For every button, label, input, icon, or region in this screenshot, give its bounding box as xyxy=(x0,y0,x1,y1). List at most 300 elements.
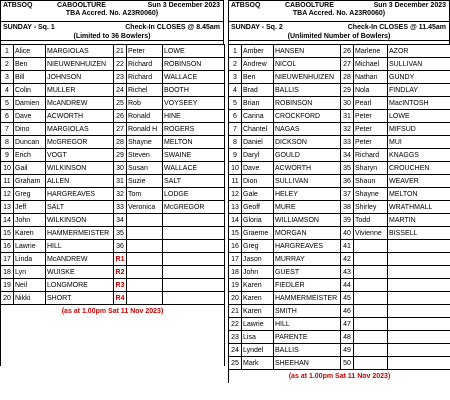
entry-number: 23 xyxy=(114,71,127,84)
entry-number: 18 xyxy=(1,266,14,279)
last-name xyxy=(163,227,225,240)
first-name xyxy=(354,344,388,357)
entry-number: 3 xyxy=(229,71,242,84)
first-name: Richel xyxy=(127,84,163,97)
first-name: Lawrie xyxy=(14,240,46,253)
first-name: Susan xyxy=(127,162,163,175)
entry-number: 30 xyxy=(114,162,127,175)
last-name: PARENTE xyxy=(274,331,341,344)
first-name: Karen xyxy=(242,305,274,318)
table-row xyxy=(1,279,225,292)
last-name: ROBINSON xyxy=(163,58,225,71)
entry-number: 11 xyxy=(1,175,14,188)
first-name: Tom xyxy=(127,188,163,201)
club-name: CABOOLTURE xyxy=(57,2,106,9)
first-name: Richard xyxy=(127,58,163,71)
first-name: Sharyn xyxy=(354,162,388,175)
first-name: Marlene xyxy=(354,45,388,58)
last-name: HELEY xyxy=(274,188,341,201)
last-name: MUI xyxy=(388,136,450,149)
entry-number: 50 xyxy=(341,357,354,370)
last-name: MURRAY xyxy=(274,253,341,266)
last-name: WUISKE xyxy=(46,266,114,279)
last-name: MARGIOLAS xyxy=(46,45,114,58)
first-name: Gail xyxy=(14,162,46,175)
last-name: GOULD xyxy=(274,149,341,162)
table-row xyxy=(229,123,450,136)
first-name: Shayne xyxy=(354,188,388,201)
first-name: Ben xyxy=(14,58,46,71)
entry-number: 33 xyxy=(341,136,354,149)
first-name: John xyxy=(14,214,46,227)
entry-number: R2 xyxy=(114,266,127,279)
accreditation: TBA Accred. No. A23R0060) xyxy=(0,9,224,18)
last-name: CROUCHEN xyxy=(388,162,450,175)
entry-number: 26 xyxy=(341,45,354,58)
first-name xyxy=(354,279,388,292)
last-name: HAMMERMEISTER xyxy=(46,227,114,240)
accreditation: TBA Accred. No. A23R0060) xyxy=(228,9,450,18)
org-name: ATBSOQ xyxy=(3,2,33,9)
org-name: ATBSOQ xyxy=(231,2,261,9)
squad-title: SUNDAY - Sq. 2 xyxy=(231,24,283,31)
table-row xyxy=(1,136,225,149)
last-name: WILLIAMSON xyxy=(274,214,341,227)
entry-number: 20 xyxy=(229,292,242,305)
last-name: MELTON xyxy=(388,188,450,201)
first-name: Gloria xyxy=(242,214,274,227)
last-name xyxy=(388,344,450,357)
table-row xyxy=(1,240,225,253)
checkin-time: Check-In CLOSES @ 11.45am xyxy=(347,24,446,31)
table-row xyxy=(229,240,450,253)
table-row xyxy=(229,71,450,84)
first-name xyxy=(127,253,163,266)
entry-number: 30 xyxy=(341,97,354,110)
last-name xyxy=(388,357,450,370)
last-name: McGREGOR xyxy=(163,201,225,214)
last-name: SALT xyxy=(46,201,114,214)
entry-number: 32 xyxy=(341,123,354,136)
entry-number: 27 xyxy=(114,123,127,136)
first-name: Suzie xyxy=(127,175,163,188)
as-at-note: (as at 1.00pm Sat 11 Nov 2023) xyxy=(1,305,225,318)
first-name: Dion xyxy=(242,175,274,188)
last-name: NAGAS xyxy=(274,123,341,136)
first-name: Karen xyxy=(14,227,46,240)
last-name xyxy=(388,266,450,279)
table-row xyxy=(1,175,225,188)
first-name xyxy=(127,240,163,253)
first-name: Colin xyxy=(14,84,46,97)
first-name: Andrew xyxy=(242,58,274,71)
first-name: Vivienne xyxy=(354,227,388,240)
first-name xyxy=(354,318,388,331)
first-name: Greg xyxy=(14,188,46,201)
last-name: JOHNSON xyxy=(46,71,114,84)
first-name: Ben xyxy=(242,71,274,84)
table-row xyxy=(1,266,225,279)
last-name xyxy=(388,292,450,305)
entry-number: 15 xyxy=(229,227,242,240)
last-name: VOGT xyxy=(46,149,114,162)
table-row xyxy=(1,253,225,266)
last-name: BOOTH xyxy=(163,84,225,97)
note-row xyxy=(229,370,450,383)
table-row xyxy=(229,175,450,188)
table-row xyxy=(229,266,450,279)
entry-number: 1 xyxy=(229,45,242,58)
last-name: SMITH xyxy=(274,305,341,318)
first-name: Michael xyxy=(354,58,388,71)
first-name: Damien xyxy=(14,97,46,110)
first-name: Brad xyxy=(242,84,274,97)
last-name xyxy=(163,292,225,305)
last-name: NICOL xyxy=(274,58,341,71)
entry-number: 4 xyxy=(229,84,242,97)
last-name: HANSEN xyxy=(274,45,341,58)
last-name: BALLIS xyxy=(274,84,341,97)
table-row xyxy=(1,162,225,175)
first-name xyxy=(354,331,388,344)
last-name: ROGERS xyxy=(163,123,225,136)
entry-number: 25 xyxy=(114,97,127,110)
entry-number: 21 xyxy=(229,305,242,318)
first-name: Lawrie xyxy=(242,318,274,331)
first-name: Veronica xyxy=(127,201,163,214)
last-name: SHEEHAN xyxy=(274,357,341,370)
last-name xyxy=(388,240,450,253)
bowler-limit: (Unlimited Number of Bowlers) xyxy=(228,32,450,41)
last-name: SULLIVAN xyxy=(388,58,450,71)
entry-number: 46 xyxy=(341,305,354,318)
last-name: MELTON xyxy=(163,136,225,149)
entry-number: 22 xyxy=(114,58,127,71)
first-name xyxy=(354,266,388,279)
first-name xyxy=(354,240,388,253)
entry-number: 14 xyxy=(229,214,242,227)
squad-2-sheet xyxy=(228,0,450,400)
first-name: Nola xyxy=(354,84,388,97)
first-name: Gale xyxy=(242,188,274,201)
first-name: Peter xyxy=(354,123,388,136)
entry-number: 8 xyxy=(1,136,14,149)
entry-number: 43 xyxy=(341,266,354,279)
entry-number: 39 xyxy=(341,214,354,227)
first-name: Dave xyxy=(14,110,46,123)
entry-number: 23 xyxy=(229,331,242,344)
entry-number: 36 xyxy=(114,240,127,253)
entry-number: 35 xyxy=(341,162,354,175)
entry-number: 31 xyxy=(114,175,127,188)
table-row xyxy=(229,253,450,266)
table-row xyxy=(1,123,225,136)
first-name xyxy=(127,266,163,279)
note-row xyxy=(1,305,225,318)
first-name: Lisa xyxy=(242,331,274,344)
squad-1-sheet xyxy=(0,0,224,400)
entry-number: 18 xyxy=(229,266,242,279)
first-name: John xyxy=(242,266,274,279)
table-row xyxy=(229,227,450,240)
entry-number: 36 xyxy=(341,175,354,188)
first-name xyxy=(127,292,163,305)
entry-number: 16 xyxy=(1,240,14,253)
club-name: CABOOLTURE xyxy=(285,2,334,9)
table-row xyxy=(229,305,450,318)
last-name: FINDLAY xyxy=(388,84,450,97)
first-name: Karen xyxy=(242,279,274,292)
entry-number: 1 xyxy=(1,45,14,58)
last-name: LOWE xyxy=(388,110,450,123)
last-name xyxy=(388,331,450,344)
sheet-header xyxy=(0,0,224,9)
entry-number: 33 xyxy=(114,201,127,214)
entry-number: 14 xyxy=(1,214,14,227)
last-name: SULLIVAN xyxy=(274,175,341,188)
table-row xyxy=(229,58,450,71)
entry-number: 10 xyxy=(229,162,242,175)
entry-number: 3 xyxy=(1,71,14,84)
last-name xyxy=(163,253,225,266)
last-name: MURE xyxy=(274,201,341,214)
as-at-note: (as at 1.00pm Sat 11 Nov 2023) xyxy=(229,370,450,383)
entry-number: 31 xyxy=(341,110,354,123)
first-name: Karen xyxy=(242,292,274,305)
event-date: Sun 3 December 2023 xyxy=(373,2,446,9)
last-name: MULLER xyxy=(46,84,114,97)
first-name: Brian xyxy=(242,97,274,110)
entry-number: 7 xyxy=(1,123,14,136)
last-name: HARGREAVES xyxy=(274,240,341,253)
last-name: WILKINSON xyxy=(46,162,114,175)
table-row xyxy=(229,318,450,331)
entry-number: 8 xyxy=(229,136,242,149)
last-name: MARGIOLAS xyxy=(46,123,114,136)
last-name: MacINTOSH xyxy=(388,97,450,110)
sheet-header xyxy=(228,0,450,9)
entry-number: 7 xyxy=(229,123,242,136)
entry-number: 29 xyxy=(114,149,127,162)
entry-number: 9 xyxy=(1,149,14,162)
last-name: WILKINSON xyxy=(46,214,114,227)
last-name: GUEST xyxy=(274,266,341,279)
table-row xyxy=(229,149,450,162)
table-row xyxy=(1,292,225,305)
last-name: BALLIS xyxy=(274,344,341,357)
entry-number: 13 xyxy=(1,201,14,214)
first-name: Graeme xyxy=(242,227,274,240)
entry-number: 42 xyxy=(341,253,354,266)
first-name: Dave xyxy=(242,162,274,175)
first-name xyxy=(127,227,163,240)
entry-number: 47 xyxy=(341,318,354,331)
last-name xyxy=(388,305,450,318)
first-name: Jeff xyxy=(14,201,46,214)
first-name xyxy=(354,305,388,318)
last-name: NIEUWENHUIZEN xyxy=(46,58,114,71)
entry-number: 49 xyxy=(341,344,354,357)
table-row xyxy=(229,110,450,123)
last-name: HARGREAVES xyxy=(46,188,114,201)
table-row xyxy=(1,214,225,227)
entry-number: 24 xyxy=(114,84,127,97)
last-name: LODGE xyxy=(163,188,225,201)
entry-number: 32 xyxy=(114,188,127,201)
last-name xyxy=(388,253,450,266)
last-name: HAMMERMEISTER xyxy=(274,292,341,305)
last-name: FIEDLER xyxy=(274,279,341,292)
last-name: AZOR xyxy=(388,45,450,58)
last-name xyxy=(163,240,225,253)
table-row xyxy=(1,227,225,240)
entry-number: 10 xyxy=(1,162,14,175)
bowler-table xyxy=(0,44,225,366)
first-name: Greg xyxy=(242,240,274,253)
last-name: HINE xyxy=(163,110,225,123)
entry-number: 16 xyxy=(229,240,242,253)
last-name: DICKSON xyxy=(274,136,341,149)
last-name: McGREGOR xyxy=(46,136,114,149)
entry-number: R3 xyxy=(114,279,127,292)
entry-number: 15 xyxy=(1,227,14,240)
first-name: Geoff xyxy=(242,201,274,214)
first-name: Shirley xyxy=(354,201,388,214)
last-name: CROCKFORD xyxy=(274,110,341,123)
checkin-time: Check-In CLOSES @ 8.45am xyxy=(125,24,220,31)
first-name: Pearl xyxy=(354,97,388,110)
entry-number: 6 xyxy=(1,110,14,123)
entry-number: 17 xyxy=(1,253,14,266)
first-name: Duncan xyxy=(14,136,46,149)
table-row xyxy=(229,331,450,344)
first-name xyxy=(354,292,388,305)
first-name xyxy=(354,357,388,370)
first-name: Linda xyxy=(14,253,46,266)
last-name: WALLACE xyxy=(163,162,225,175)
last-name: ACWORTH xyxy=(274,162,341,175)
first-name: Amber xyxy=(242,45,274,58)
entry-number: 29 xyxy=(341,84,354,97)
event-date: Sun 3 December 2023 xyxy=(147,2,220,9)
first-name: Bill xyxy=(14,71,46,84)
entry-number: 4 xyxy=(1,84,14,97)
entry-number: 20 xyxy=(1,292,14,305)
last-name: MARTIN xyxy=(388,214,450,227)
last-name: MIFSUD xyxy=(388,123,450,136)
entry-number: 34 xyxy=(114,214,127,227)
table-row xyxy=(229,357,450,370)
last-name xyxy=(163,279,225,292)
entry-number: 19 xyxy=(229,279,242,292)
last-name: VOYSEEY xyxy=(163,97,225,110)
table-row xyxy=(1,45,225,58)
table-row xyxy=(229,279,450,292)
entry-number: 9 xyxy=(229,149,242,162)
first-name: Daryl xyxy=(242,149,274,162)
first-name: Todd xyxy=(354,214,388,227)
last-name xyxy=(163,266,225,279)
last-name xyxy=(163,214,225,227)
entry-number: 2 xyxy=(1,58,14,71)
first-name: Graham xyxy=(14,175,46,188)
squad-header xyxy=(228,21,450,32)
table-row xyxy=(1,188,225,201)
first-name xyxy=(127,279,163,292)
first-name: Dino xyxy=(14,123,46,136)
entry-number: 12 xyxy=(229,188,242,201)
table-row xyxy=(229,97,450,110)
entry-number: 40 xyxy=(341,227,354,240)
entry-number: 41 xyxy=(341,240,354,253)
entry-number: 28 xyxy=(114,136,127,149)
last-name: LONGMORE xyxy=(46,279,114,292)
last-name: McANDREW xyxy=(46,97,114,110)
entry-number: 48 xyxy=(341,331,354,344)
table-row xyxy=(1,71,225,84)
entry-number: 34 xyxy=(341,149,354,162)
first-name: Nathan xyxy=(354,71,388,84)
first-name: Lyndel xyxy=(242,344,274,357)
first-name: Erich xyxy=(14,149,46,162)
entry-number: R1 xyxy=(114,253,127,266)
entry-number: 38 xyxy=(341,201,354,214)
last-name: BISSELL xyxy=(388,227,450,240)
first-name: Chantel xyxy=(242,123,274,136)
table-row xyxy=(229,162,450,175)
first-name: Neil xyxy=(14,279,46,292)
first-name: Richard xyxy=(127,71,163,84)
last-name: WRATHMALL xyxy=(388,201,450,214)
last-name: ACWORTH xyxy=(46,110,114,123)
entry-number: 37 xyxy=(341,188,354,201)
first-name: Shayne xyxy=(127,136,163,149)
last-name xyxy=(388,279,450,292)
first-name: Jason xyxy=(242,253,274,266)
first-name: Nikki xyxy=(14,292,46,305)
entry-number: 2 xyxy=(229,58,242,71)
entry-number: 17 xyxy=(229,253,242,266)
table-row xyxy=(229,214,450,227)
entry-number: 13 xyxy=(229,201,242,214)
first-name: Peter xyxy=(354,110,388,123)
entry-number: 35 xyxy=(114,227,127,240)
entry-number: 24 xyxy=(229,344,242,357)
last-name: MORGAN xyxy=(274,227,341,240)
last-name: HILL xyxy=(46,240,114,253)
entry-number: 22 xyxy=(229,318,242,331)
last-name: LOWE xyxy=(163,45,225,58)
first-name: Carina xyxy=(242,110,274,123)
first-name xyxy=(127,214,163,227)
entry-number: 21 xyxy=(114,45,127,58)
table-row xyxy=(229,84,450,97)
last-name: NIEUWENHUIZEN xyxy=(274,71,341,84)
table-row xyxy=(229,201,450,214)
first-name: Rob xyxy=(127,97,163,110)
last-name: HILL xyxy=(274,318,341,331)
table-row xyxy=(1,110,225,123)
bowler-table xyxy=(228,44,450,383)
first-name: Alice xyxy=(14,45,46,58)
last-name: ROBINSON xyxy=(274,97,341,110)
first-name: Lyn xyxy=(14,266,46,279)
table-row xyxy=(1,58,225,71)
last-name: WEAVER xyxy=(388,175,450,188)
last-name: SHORT xyxy=(46,292,114,305)
first-name: Peter xyxy=(354,136,388,149)
squad-title: SUNDAY - Sq. 1 xyxy=(3,24,55,31)
